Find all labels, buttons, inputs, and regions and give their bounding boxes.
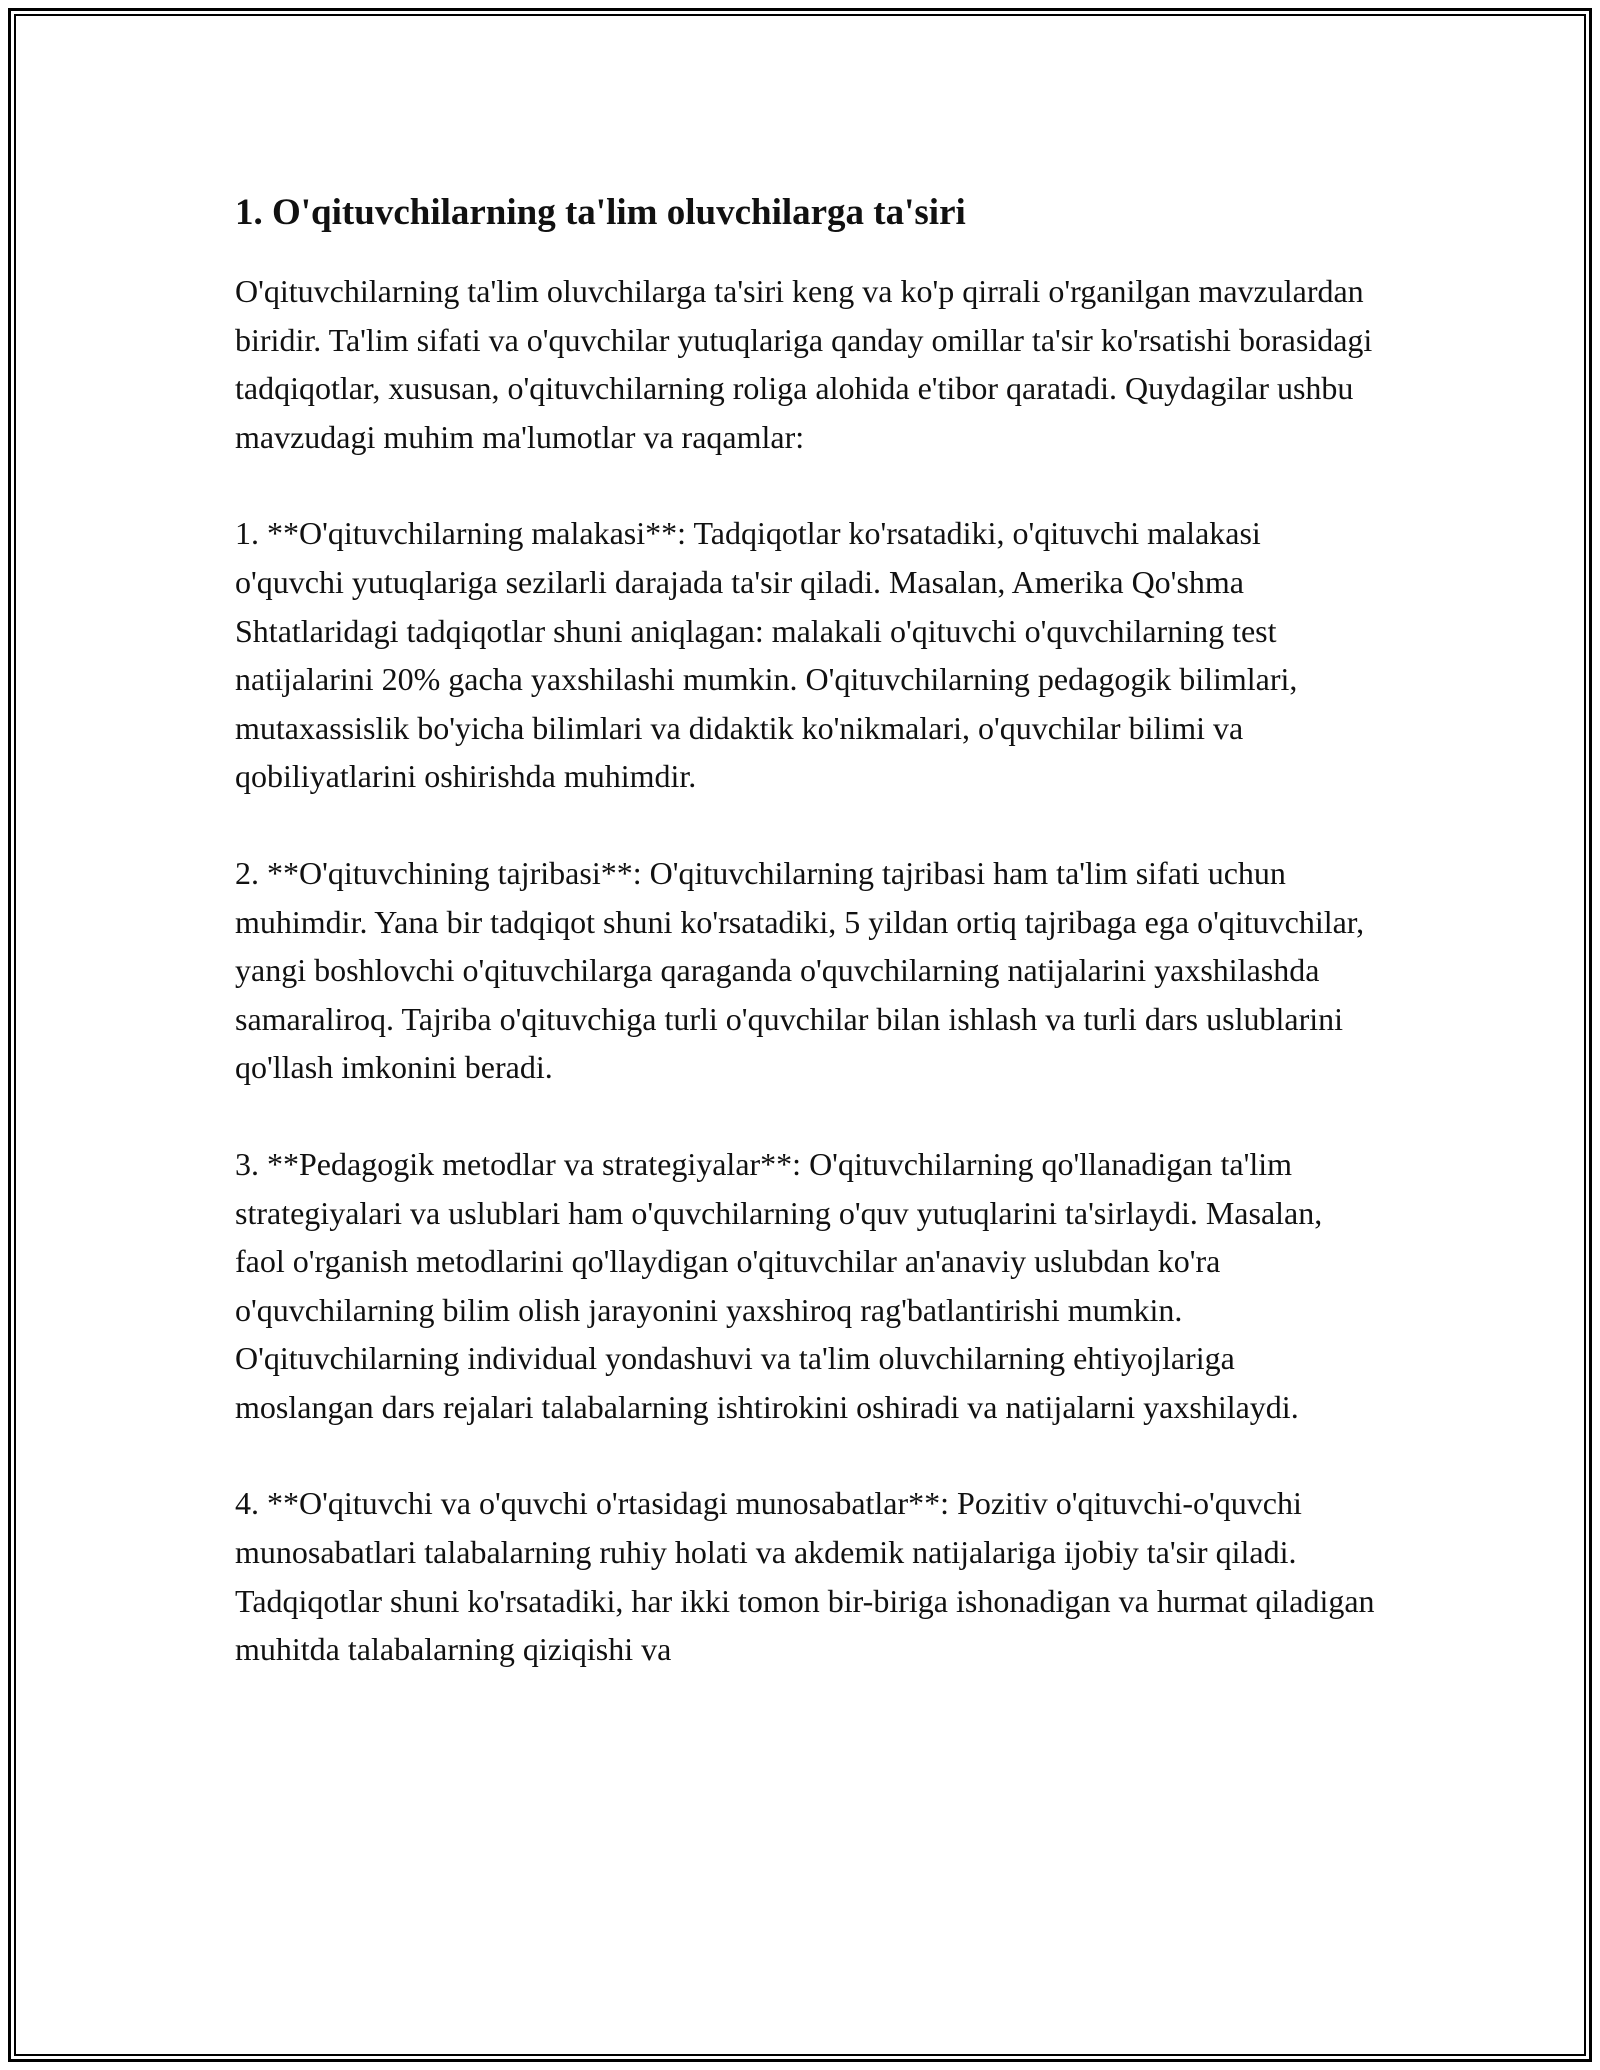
intro-paragraph: O'qituvchilarning ta'lim oluvchilarga ta'siri keng va ko'p qirrali o'rganilgan mavzulardan biridir. Ta'lim sifati va o'quvchilar yutuqlariga qanday omillar ta'sir ko'rsatishi borasidagi tadqiqotlar, xususan, o'qituvchilarning roliga alohida e'tibor qaratadi. Quydagilar ushbu mavzudagi muhim ma'lumotlar va raqamlar: <box>235 273 1373 455</box>
point-1-paragraph: 1. **O'qituvchilarning malakasi**: Tadqiqotlar ko'rsatadiki, o'qituvchi malakasi o'quvchi yutuqlariga sezilarli darajada ta'sir qiladi. Masalan, Amerika Qo'shma Shtatlaridagi tadqiqotlar shuni aniqlagan: malakali o'qituvchi o'quvchilarning test natijalarini 20% gacha yaxshilashi mumkin. O'qituvchilarning pedagogik bilimlari, mutaxassislik bo'yicha bilimlari va didaktik ko'nikmalari, o'quvchilar bilimi va qobiliyatlarini oshirishda muhimdir. <box>235 515 1298 795</box>
point-4-paragraph: 4. **O'qituvchi va o'quvchi o'rtasidagi munosabatlar**: Pozitiv o'qituvchi-o'quvchi munosabatlari talabalarning ruhiy holati va akdemik natijalariga ijobiy ta'sir qiladi. Tadqiqotlar shuni ko'rsatadiki, har ikki tomon bir-biriga ishonadigan va hurmat qiladigan muhitda talabalarning qiziqishi va <box>235 1485 1375 1668</box>
point-3-paragraph: 3. **Pedagogik metodlar va strategiyalar**: O'qituvchilarning qo'llanadigan ta'lim strategiyalari va uslublari ham o'quvchilarning o'quv yutuqlarini ta'sirlaydi. Masalan, faol o'rganish metodlarini qo'llaydigan o'qituvchilar an'anaviy uslubdan ko'ra o'quvchilarning bilim olish jarayonini yaxshiroq rag'batlantirishi mumkin. O'qituvchilarning individual yondashuvi va ta'lim oluvchilarning ehtiyojlariga moslangan dars rejalari talabalarning ishtirokini oshiradi va natijalarni yaxshilaydi. <box>235 1145 1323 1425</box>
document-body <box>235 185 1375 1722</box>
section-heading: 1. O'qituvchilarning ta'lim oluvchilarga ta'siri <box>235 192 966 233</box>
point-2-paragraph: 2. **O'qituvchining tajribasi**: O'qituvchilarning tajribasi ham ta'lim sifati uchun muhimdir. Yana bir tadqiqot shuni ko'rsatadiki, 5 yildan ortiq tajribaga ega o'qituvchilar, yangi boshlovchi o'qituvchilarga qaraganda o'quvchilarning natijalarini yaxshilashda samaraliroq. Tajriba o'qituvchiga turli o'quvchilar bilan ishlash va turli dars uslublarini qo'llash imkonini beradi. <box>235 854 1365 1086</box>
